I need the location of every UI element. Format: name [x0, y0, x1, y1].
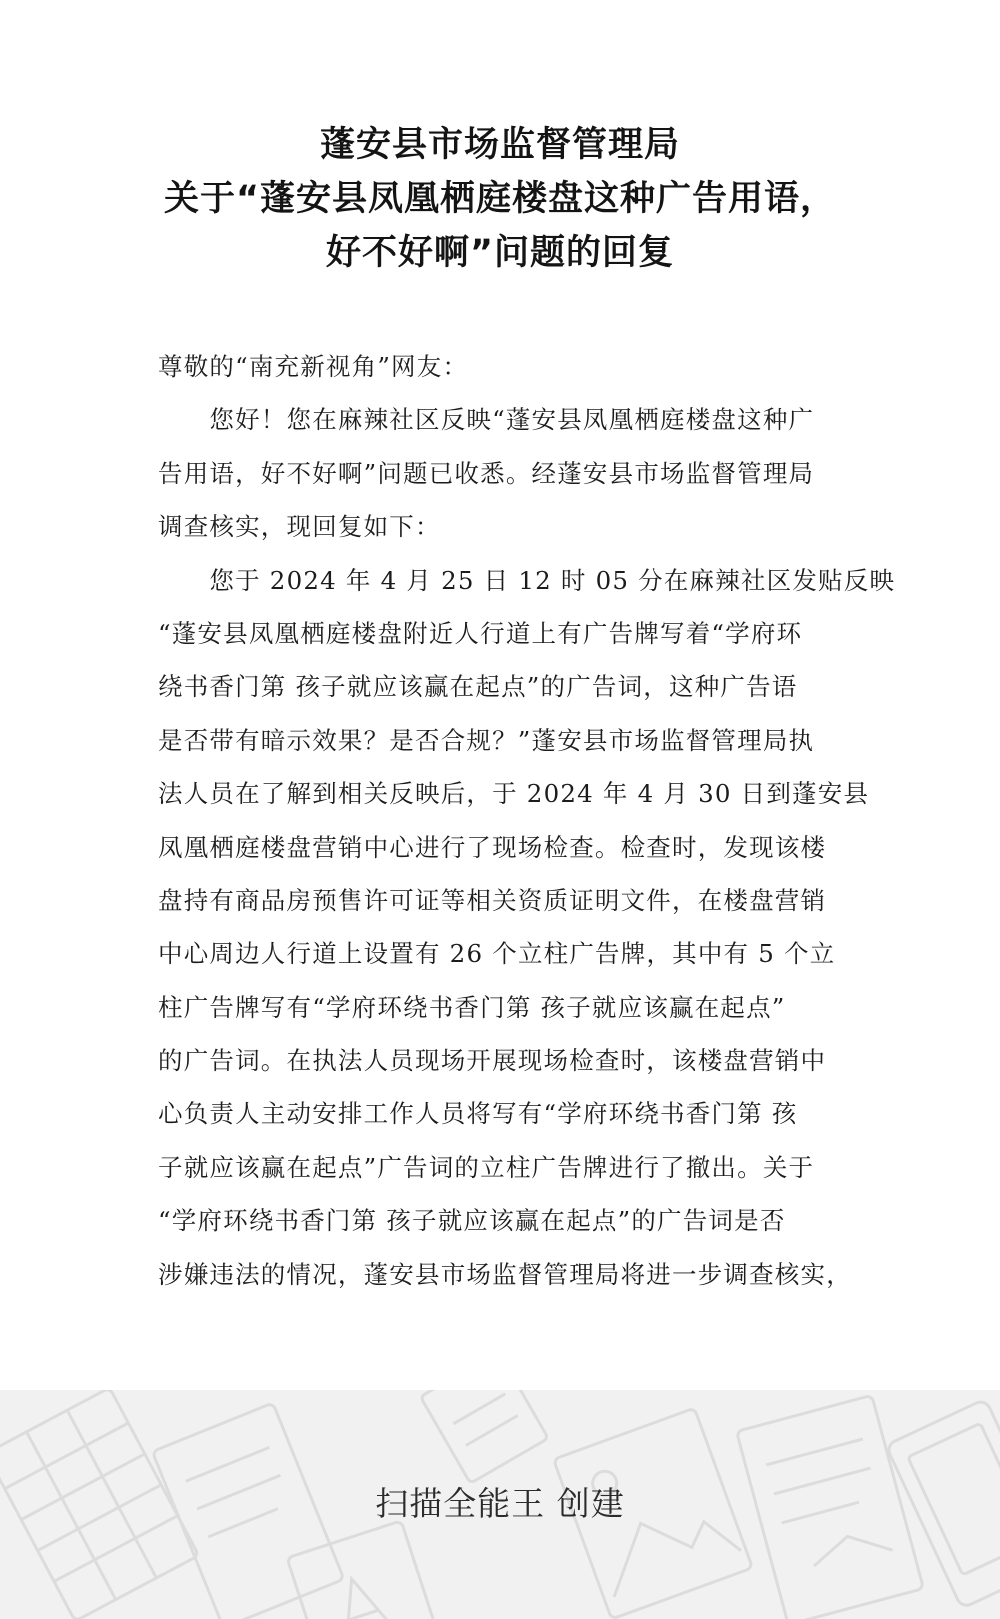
body-line: “学府环绕书香门第 孩子就应该赢在起点”的广告词是否	[158, 1206, 786, 1236]
body-line: 中心周边人行道上设置有 26 个立柱广告牌，其中有 5 个立	[158, 939, 836, 969]
salutation: 尊敬的“南充新视角”网友：	[158, 352, 469, 381]
body-line: 盘持有商品房预售许可证等相关资质证明文件，在楼盘营销	[158, 885, 827, 915]
title-line: 好不好啊”问题的回复	[325, 233, 674, 273]
body-line: 的广告词。在执法人员现场开展现场检查时，该楼盘营销中	[158, 1046, 827, 1076]
body-line: 涉嫌违法的情况，蓬安县市场监督管理局将进一步调查核实，	[158, 1259, 852, 1289]
body-line: 调查核实，现回复如下：	[158, 512, 441, 542]
body-line: 您于 2024 年 4 月 25 日 12 时 05 分在麻辣社区发贴反映	[158, 565, 896, 595]
scanner-watermark-footer	[0, 1390, 1000, 1619]
title-line: 关于“蓬安县凤凰栖庭楼盘这种广告用语，	[163, 179, 836, 219]
body-line: “蓬安县凤凰栖庭楼盘附近人行道上有广告牌写着“学府环	[158, 618, 803, 648]
body-line: 子就应该赢在起点”广告词的立柱广告牌进行了撤出。关于	[158, 1152, 815, 1182]
body-line: 是否带有暗示效果？是否合规？”蓬安县市场监督管理局执	[158, 725, 815, 755]
body-line: 法人员在了解到相关反映后，于 2024 年 4 月 30 日到蓬安县	[158, 779, 870, 809]
document-title	[0, 118, 1000, 280]
body-line: 您好！您在麻辣社区反映“蓬安县凤凰栖庭楼盘这种广	[158, 405, 815, 435]
title-line: 蓬安县市场监督管理局	[319, 125, 680, 165]
body-line: 告用语，好不好啊”问题已收悉。经蓬安县市场监督管理局	[158, 458, 815, 488]
document-body	[158, 340, 896, 1301]
body-line: 心负责人主动安排工作人员将写有“学府环绕书香门第 孩	[158, 1099, 798, 1129]
scanner-app-label: 扫描全能王 创建	[375, 1484, 625, 1523]
body-line: 柱广告牌写有“学府环绕书香门第 孩子就应该赢在起点”	[158, 992, 786, 1022]
body-line: 绕书香门第 孩子就应该赢在起点”的广告词，这种广告语	[158, 672, 798, 702]
body-line: 凤凰栖庭楼盘营销中心进行了现场检查。检查时，发现该楼	[158, 832, 827, 862]
